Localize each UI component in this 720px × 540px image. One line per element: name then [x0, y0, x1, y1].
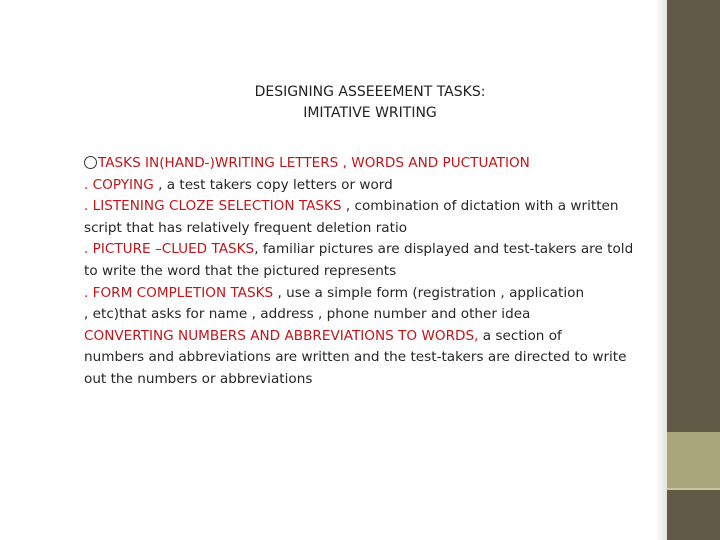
- title-line-2: IMITATIVE WRITING: [303, 105, 437, 121]
- heading-line: [84, 153, 664, 175]
- converting-line-2: numbers and abbreviations are written and the test-takers are directed to write: [84, 349, 627, 366]
- sidebar-accent-block: [667, 432, 720, 488]
- slide-body: [84, 153, 664, 391]
- title-line-1: DESIGNING ASSEEEMENT TASKS:: [254, 84, 486, 100]
- form-line-2: , etc)that asks for name , address , phone number and other idea: [84, 306, 531, 323]
- copying-label: . COPYING: [84, 176, 154, 193]
- listening-line-1: [84, 196, 664, 218]
- form-label: . FORM COMPLETION TASKS: [84, 284, 274, 301]
- form-line-1: [84, 283, 664, 305]
- copying-line: [84, 175, 664, 197]
- heading-text: TASKS IN(HAND-)WRITING LETTERS , WORDS AND PUCTUATION: [98, 155, 530, 171]
- converting-label: CONVERTING NUMBERS AND ABBREVIATIONS TO WORDS,: [84, 327, 479, 344]
- converting-text-1: a section of: [478, 327, 562, 344]
- circle-bullet-icon: [84, 156, 97, 169]
- converting-line-1: [84, 326, 664, 348]
- copying-text: , a test takers copy letters or word: [153, 176, 393, 193]
- listening-text-1: , combination of dictation with a written: [341, 198, 619, 215]
- picture-line-2: to write the word that the pictured represents: [84, 262, 397, 279]
- sidebar-accent-line: [667, 488, 720, 490]
- form-text-1: , use a simple form (registration , application: [273, 284, 585, 301]
- picture-label: . PICTURE –CLUED TASKS: [84, 241, 255, 258]
- picture-line-1: [84, 239, 664, 261]
- listening-label: . LISTENING CLOZE SELECTION TASKS: [84, 198, 342, 215]
- slide-title: [160, 82, 580, 124]
- converting-line-3: out the numbers or abbreviations: [84, 370, 313, 387]
- listening-line-2: script that has relatively frequent deletion ratio: [84, 219, 408, 236]
- picture-text-1: , familiar pictures are displayed and test-takers are told: [254, 241, 634, 258]
